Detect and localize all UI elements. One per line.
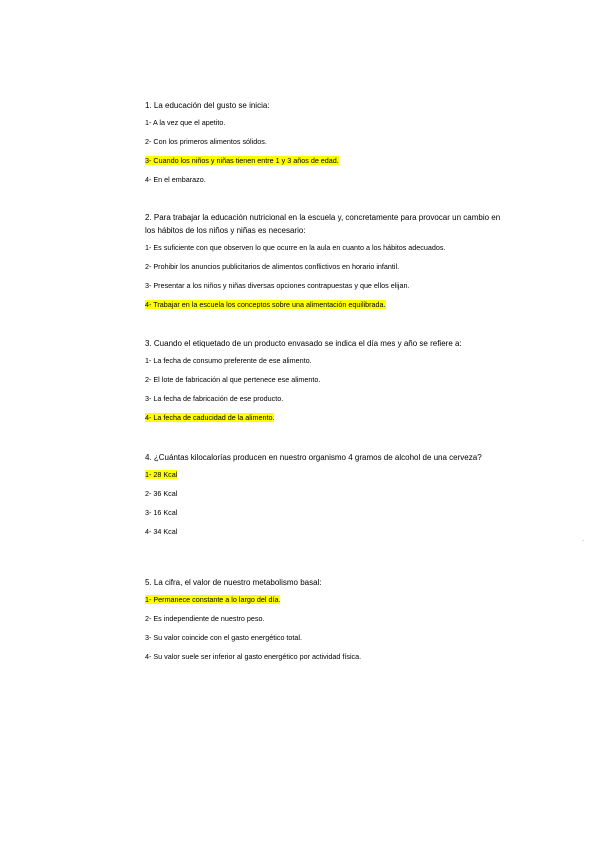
answer-option-2: 2- Con los primeros alimentos sólidos. <box>145 137 267 146</box>
stray-mark: · <box>582 538 584 544</box>
answer-option-2: 2- Prohibir los anuncios publicitarios de alimentos conflictivos en horario infantil. <box>145 262 400 271</box>
answer-option-1: 1- La fecha de consumo preferente de ese alimento. <box>145 356 312 365</box>
answer-option-3: 3- Su valor coincide con el gasto energético total. <box>145 633 303 642</box>
question-title: 1. La educación del gusto se inicia: <box>145 101 270 110</box>
answer-option-4: 4- Su valor suele ser inferior al gasto energético por actividad física. <box>145 652 362 661</box>
question-3 <box>145 337 505 432</box>
answer-option-2: 2- 36 Kcal <box>145 489 178 498</box>
question-1 <box>145 99 505 194</box>
question-title: 5. La cifra, el valor de nuestro metabolismo basal: <box>145 578 322 587</box>
question-title: 4. ¿Cuántas kilocalorías producen en nuestro organismo 4 gramos de alcohol de una cerveza? <box>145 453 482 462</box>
answer-option-4-highlighted: 4- Trabajar en la escuela los conceptos sobre una alimentación equilibrada. <box>145 300 386 309</box>
question-title: 2. Para trabajar la educación nutricional en la escuela y, concretamente para provocar un cambio en los hábitos de los niños y niñas es necesario: <box>145 213 501 235</box>
question-2 <box>145 211 505 319</box>
answer-option-1-highlighted: 1- 28 Kcal <box>145 470 178 479</box>
question-4 <box>145 451 505 546</box>
question-5 <box>145 576 505 671</box>
answer-option-1: 1- A la vez que el apetito. <box>145 118 226 127</box>
answer-option-3: 3- La fecha de fabricación de ese producto. <box>145 394 284 403</box>
answer-option-3-highlighted: 3- Cuando los niños y niñas tienen entre 1 y 3 años de edad. <box>145 156 339 165</box>
answer-option-3: 3- Presentar a los niños y niñas diversas opciones contrapuestas y que ellos elijan. <box>145 281 410 290</box>
answer-option-4: 4- En el embarazo. <box>145 175 206 184</box>
answer-option-4-highlighted: 4- La fecha de caducidad de la alimento. <box>145 413 275 422</box>
answer-option-4: 4- 34 Kcal <box>145 527 178 536</box>
answer-option-3: 3- 16 Kcal <box>145 508 178 517</box>
answer-option-2: 2- Es independiente de nuestro peso. <box>145 614 265 623</box>
answer-option-1: 1- Es suficiente con que observen lo que ocurre en la aula en cuanto a los hábitos adecuados. <box>145 243 446 252</box>
answer-option-1-highlighted: 1- Permanece constante a lo largo del día. <box>145 595 281 604</box>
question-title: 3. Cuando el etiquetado de un producto envasado se indica el día mes y año se refiere a: <box>145 339 462 348</box>
answer-option-2: 2- El lote de fabricación al que pertenece ese alimento. <box>145 375 321 384</box>
